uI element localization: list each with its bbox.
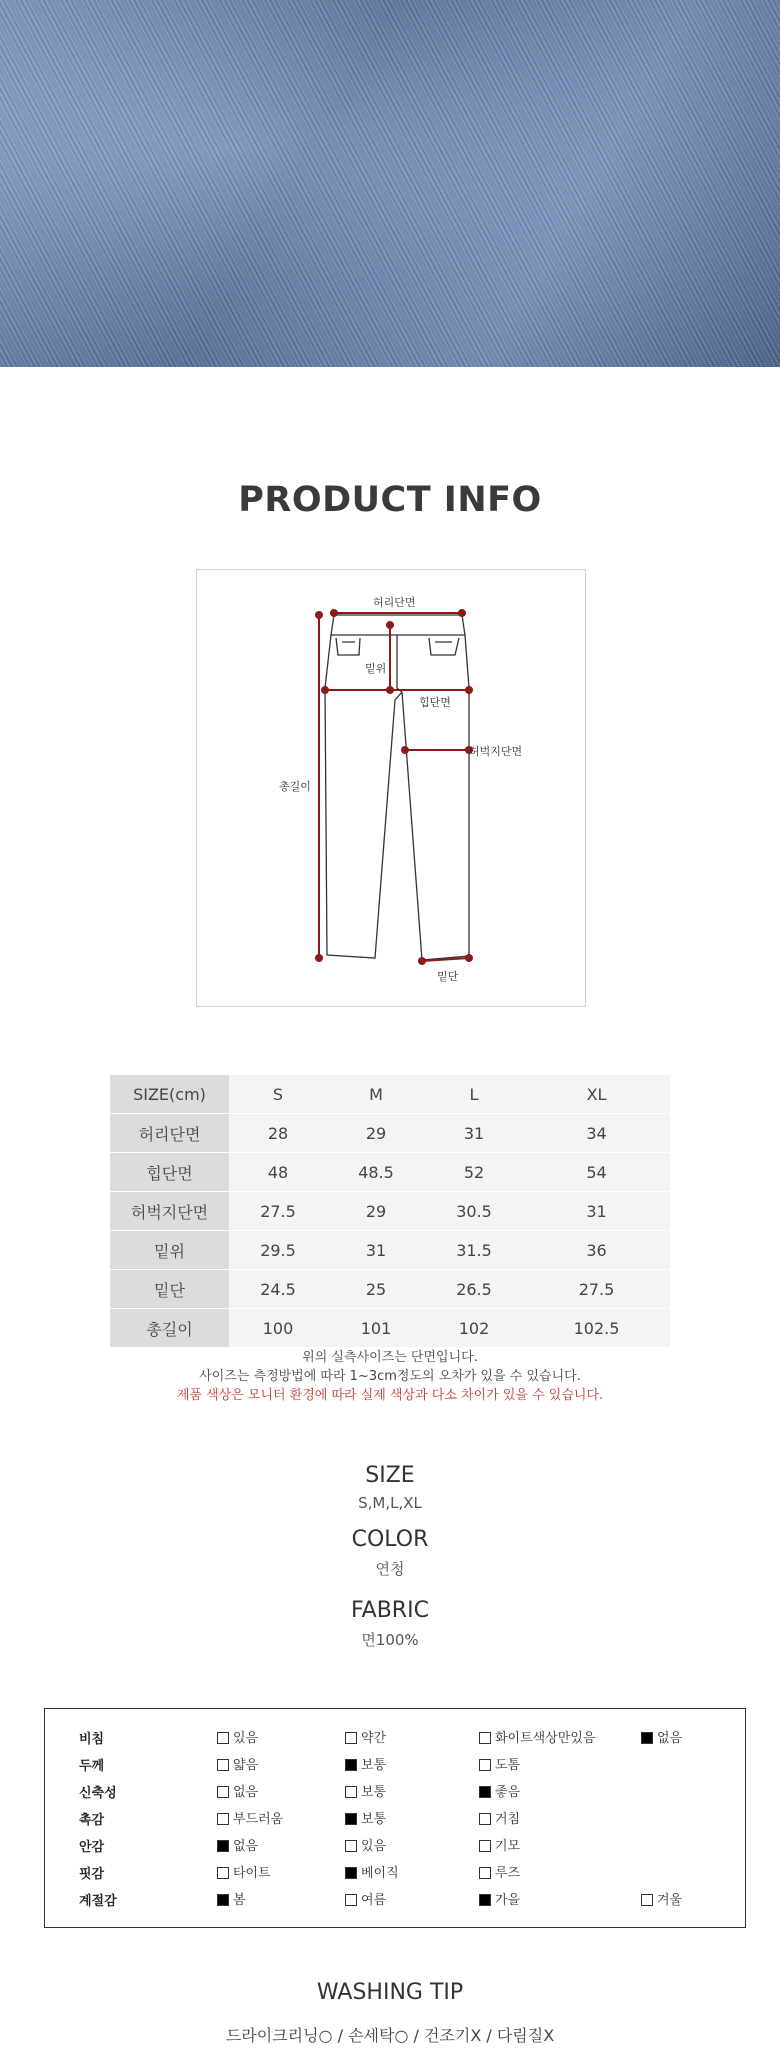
table-cell: 24.5: [229, 1270, 327, 1309]
checkbox-icon: [345, 1840, 357, 1852]
spec-fabric-heading: FABRIC: [351, 1598, 429, 1623]
property-row: [45, 1804, 745, 1830]
table-cell: 102.5: [523, 1309, 670, 1348]
table-cell: 25: [327, 1270, 425, 1309]
measurement-diagram: [196, 569, 586, 1007]
property-row: [45, 1831, 745, 1857]
property-option-text: 겨울: [657, 1893, 683, 1908]
property-option: [479, 1808, 520, 1827]
checkbox-icon: [217, 1813, 229, 1825]
checkbox-icon: [217, 1867, 229, 1879]
property-option: [345, 1727, 386, 1746]
size-table-header-cell: SIZE(cm): [110, 1075, 229, 1114]
table-cell: 31: [425, 1114, 523, 1153]
property-option-text: 없음: [233, 1839, 259, 1854]
property-row: [45, 1750, 745, 1776]
property-option: [479, 1754, 520, 1773]
checkbox-checked-icon: [641, 1732, 653, 1744]
property-option: [217, 1808, 283, 1827]
washing-tip-value: 드라이크리닝○ / 손세탁○ / 건조기X / 다림질X: [225, 2026, 555, 2045]
table-row: [110, 1270, 670, 1309]
property-option: [217, 1781, 258, 1800]
property-option: [345, 1862, 399, 1881]
checkbox-checked-icon: [345, 1759, 357, 1771]
denim-fabric-image: [0, 0, 780, 367]
property-label: 계절감: [79, 1894, 117, 1909]
table-cell: 29: [327, 1192, 425, 1231]
table-cell: 34: [523, 1114, 670, 1153]
checkbox-checked-icon: [479, 1786, 491, 1798]
checkbox-checked-icon: [217, 1840, 229, 1852]
table-cell: 54: [523, 1153, 670, 1192]
checkbox-icon: [217, 1759, 229, 1771]
table-cell: 26.5: [425, 1270, 523, 1309]
spec-color: [0, 1527, 780, 1579]
size-table-header-cell: XL: [523, 1075, 670, 1114]
note-line-tolerance: 사이즈는 측정방법에 따라 1~3cm정도의 오차가 있을 수 있습니다.: [199, 1369, 581, 1384]
property-option: [641, 1727, 682, 1746]
property-option-text: 보통: [361, 1785, 387, 1800]
property-label: 신축성: [79, 1786, 117, 1801]
property-option-text: 도톰: [495, 1758, 521, 1773]
property-option: [345, 1754, 386, 1773]
table-row: [110, 1309, 670, 1348]
table-cell: 48.5: [327, 1153, 425, 1192]
size-table-header-cell: L: [425, 1075, 523, 1114]
diagram-label-hem: 밑단: [437, 970, 459, 983]
property-option: [217, 1727, 258, 1746]
spec-fabric-value: 면100%: [361, 1631, 419, 1649]
property-option-text: 좋음: [495, 1785, 521, 1800]
property-option-text: 타이트: [233, 1866, 271, 1881]
property-option-text: 없음: [233, 1785, 259, 1800]
spec-size-value: S,M,L,XL: [358, 1494, 422, 1512]
measurement-lines: [316, 610, 472, 964]
table-cell: 102: [425, 1309, 523, 1348]
property-option-text: 부드러움: [233, 1812, 284, 1827]
property-option: [217, 1889, 246, 1908]
property-option: [217, 1862, 271, 1881]
checkbox-icon: [345, 1894, 357, 1906]
property-label: 핏감: [79, 1867, 105, 1882]
table-cell: 48: [229, 1153, 327, 1192]
table-row-label: 허벅지단면: [110, 1192, 229, 1231]
property-row: [45, 1885, 745, 1911]
diagram-label-length: 총길이: [279, 780, 311, 793]
property-option-text: 보통: [361, 1812, 387, 1827]
property-option: [479, 1781, 520, 1800]
property-option-text: 여름: [361, 1893, 387, 1908]
table-row: [110, 1114, 670, 1153]
table-row-label: 밑위: [110, 1231, 229, 1270]
table-row: [110, 1231, 670, 1270]
spec-fabric: [0, 1598, 780, 1650]
property-option-text: 없음: [657, 1731, 683, 1746]
note-line-color-warning: 제품 색상은 모니터 환경에 따라 실제 색상과 다소 차이가 있을 수 있습니다.: [176, 1388, 604, 1403]
table-cell: 101: [327, 1309, 425, 1348]
property-option: [479, 1862, 520, 1881]
table-row-label: 밑단: [110, 1270, 229, 1309]
checkbox-checked-icon: [345, 1867, 357, 1879]
checkbox-icon: [345, 1732, 357, 1744]
property-option-text: 약간: [361, 1731, 387, 1746]
diagram-label-hip: 힙단면: [419, 696, 451, 709]
property-option-text: 봄: [233, 1893, 246, 1908]
checkbox-icon: [479, 1813, 491, 1825]
diagram-label-waist: 허리단면: [373, 596, 416, 609]
property-label: 촉감: [79, 1813, 105, 1828]
checkbox-icon: [479, 1759, 491, 1771]
denim-texture-shade: [0, 0, 780, 367]
table-cell: 31: [327, 1231, 425, 1270]
pants-outline: [325, 615, 469, 960]
property-option-text: 있음: [361, 1839, 387, 1854]
property-option: [345, 1808, 386, 1827]
table-row: [110, 1192, 670, 1231]
diagram-label-thigh: 허벅지단면: [469, 745, 523, 758]
table-cell: 29.5: [229, 1231, 327, 1270]
table-row-label: 힙단면: [110, 1153, 229, 1192]
checkbox-icon: [217, 1786, 229, 1798]
spec-size: [0, 1463, 780, 1512]
table-cell: 30.5: [425, 1192, 523, 1231]
spec-size-heading: SIZE: [365, 1463, 415, 1488]
property-option-text: 화이트색상만있음: [495, 1731, 596, 1746]
property-option-text: 있음: [233, 1731, 259, 1746]
property-option-text: 보통: [361, 1758, 387, 1773]
property-label: 두께: [79, 1759, 105, 1774]
property-option-text: 가을: [495, 1893, 521, 1908]
checkbox-icon: [641, 1894, 653, 1906]
table-row-label: 허리단면: [110, 1114, 229, 1153]
size-table-header-cell: M: [327, 1075, 425, 1114]
note-line-measurement: 위의 실측사이즈는 단면입니다.: [302, 1350, 478, 1365]
size-table: [110, 1075, 670, 1348]
diagram-label-rise: 밑위: [365, 662, 387, 675]
table-cell: 31: [523, 1192, 670, 1231]
size-notes: [0, 1348, 780, 1405]
property-option: [641, 1889, 682, 1908]
property-option: [479, 1727, 595, 1746]
property-option: [479, 1889, 520, 1908]
checkbox-checked-icon: [217, 1894, 229, 1906]
property-option-text: 얇음: [233, 1758, 259, 1773]
table-cell: 31.5: [425, 1231, 523, 1270]
table-cell: 27.5: [523, 1270, 670, 1309]
checkbox-icon: [479, 1840, 491, 1852]
property-option: [345, 1889, 386, 1908]
table-row: [110, 1153, 670, 1192]
washing-tip-title: WASHING TIP: [316, 1980, 464, 2005]
size-table-header-row: [110, 1075, 670, 1114]
property-row: [45, 1723, 745, 1749]
property-row: [45, 1777, 745, 1803]
checkbox-icon: [345, 1786, 357, 1798]
property-option-text: 루즈: [495, 1866, 521, 1881]
property-option-text: 베이직: [361, 1866, 399, 1881]
spec-color-heading: COLOR: [351, 1527, 429, 1552]
property-option: [217, 1754, 258, 1773]
table-cell: 27.5: [229, 1192, 327, 1231]
property-row: [45, 1858, 745, 1884]
table-cell: 52: [425, 1153, 523, 1192]
table-cell: 28: [229, 1114, 327, 1153]
property-label: 안감: [79, 1840, 105, 1855]
fabric-properties-checklist: [44, 1708, 746, 1928]
table-cell: 29: [327, 1114, 425, 1153]
checkbox-checked-icon: [345, 1813, 357, 1825]
checkbox-icon: [479, 1732, 491, 1744]
table-row-label: 총길이: [110, 1309, 229, 1348]
property-option: [479, 1835, 520, 1854]
property-option: [345, 1781, 386, 1800]
spec-color-value: 연청: [375, 1560, 405, 1578]
property-option-text: 기모: [495, 1839, 521, 1854]
size-table-header-cell: S: [229, 1075, 327, 1114]
table-cell: 100: [229, 1309, 327, 1348]
pants-diagram-svg: [197, 570, 585, 1006]
checkbox-icon: [217, 1732, 229, 1744]
checkbox-icon: [479, 1867, 491, 1879]
product-info-title: PRODUCT INFO: [238, 480, 542, 520]
table-cell: 36: [523, 1231, 670, 1270]
property-label: 비침: [79, 1732, 105, 1747]
checkbox-checked-icon: [479, 1894, 491, 1906]
property-option: [217, 1835, 258, 1854]
property-option: [345, 1835, 386, 1854]
property-option-text: 거침: [495, 1812, 521, 1827]
